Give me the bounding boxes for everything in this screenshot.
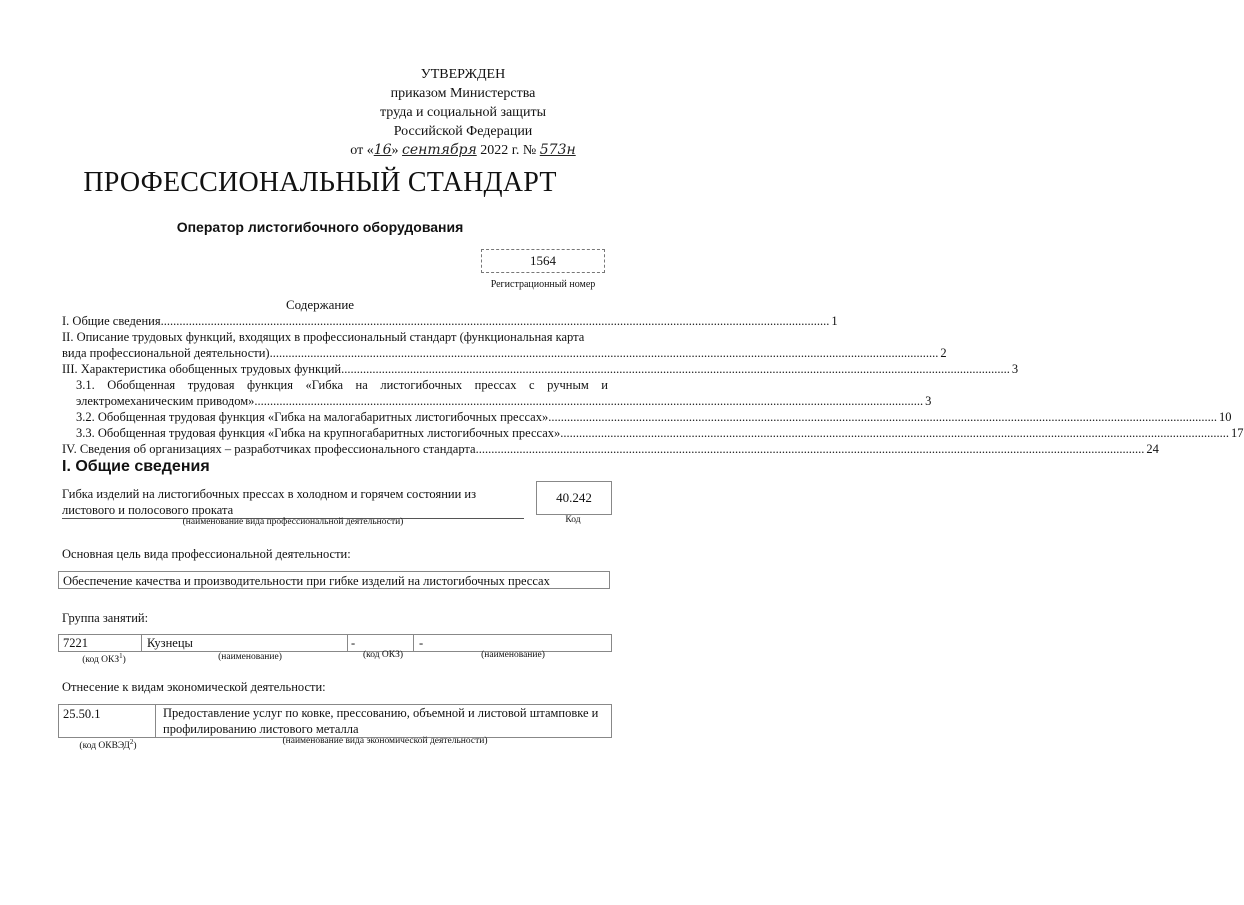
- toc-item-text: 3.2. Обобщенная трудовая функция «Гибка на малогабаритных листогибочных прессах»: [76, 410, 549, 424]
- group-caption-code-2: (код ОКЗ): [362, 650, 404, 660]
- econ-name: Предоставление услуг по ковке, прессованию, объемной и листовой штамповке и профилированию листового металла: [163, 706, 599, 736]
- toc-item[interactable]: [62, 409, 1232, 425]
- toc-item[interactable]: [62, 313, 838, 329]
- goal-text: Обеспечение качества и производительности при гибке изделий на листогибочных прессах: [58, 571, 610, 589]
- registration-label: Регистрационный номер: [490, 279, 596, 290]
- econ-caption-code: (код ОКВЭД$^2$): [79, 738, 137, 752]
- toc-item-text-cont: вида профессиональной деятельности): [62, 346, 270, 360]
- toc-item-text: 3.1. Обобщенная трудовая функция «Гибка на листогибочных прессах с ручным и: [76, 378, 608, 392]
- approval-prefix: от «: [350, 143, 374, 158]
- approval-line-1: УТВЕРЖДЕН: [420, 67, 506, 82]
- toc-item[interactable]: [62, 425, 1244, 441]
- group-caption-name-1: (наименование): [218, 652, 282, 662]
- approval-number: 573н: [539, 142, 576, 158]
- toc-item-page: 10: [1218, 410, 1232, 424]
- activity-name: Гибка изделий на листогибочных прессах в холодном и горячем состоянии из листового и полосового проката: [62, 486, 524, 519]
- econ-table: [58, 704, 612, 738]
- table-of-contents: [62, 313, 1244, 457]
- group-caption-code-1: (код ОКЗ$^1$): [82, 652, 126, 666]
- group-code-1: 7221: [63, 635, 142, 651]
- econ-caption-name: (наименование вида экономической деятельности): [282, 736, 488, 746]
- toc-item-text: II. Описание трудовых функций, входящих в профессиональный стандарт (функциональная карта: [62, 330, 585, 344]
- toc-item-page: 1: [831, 314, 838, 328]
- group-name-2: -: [419, 636, 424, 650]
- toc-item-page: 24: [1146, 442, 1159, 456]
- toc-item-page: 17: [1231, 426, 1244, 440]
- toc-item-text: I. Общие сведения: [62, 314, 161, 328]
- group-code-2: -: [351, 635, 414, 651]
- toc-item[interactable]: [62, 441, 1159, 457]
- toc-heading: Содержание: [285, 297, 355, 312]
- toc-item-page: 3: [1011, 362, 1019, 376]
- approval-line-3: труда и социальной защиты: [380, 105, 546, 120]
- toc-item[interactable]: [62, 329, 947, 361]
- registration-number-box: 1564: [481, 249, 605, 273]
- econ-code: 25.50.1: [63, 705, 156, 737]
- toc-item-text: IV. Сведения об организациях – разработчиках профессионального стандарта: [62, 442, 476, 456]
- toc-item-page: 2: [940, 346, 947, 360]
- approval-year: 2022 г. №: [476, 143, 540, 158]
- page-title: ПРОФЕССИОНАЛЬНЫЙ СТАНДАРТ: [83, 167, 557, 198]
- approval-month: сентября: [402, 142, 477, 158]
- group-caption-name-2: (наименование): [481, 650, 545, 660]
- activity-caption: (наименование вида профессиональной деятельности): [182, 517, 404, 527]
- approval-date-line: [348, 141, 578, 160]
- approval-mid: »: [391, 143, 403, 158]
- activity-code: 40.242: [536, 481, 612, 515]
- approval-block: [348, 65, 578, 160]
- group-name-1: Кузнецы: [147, 635, 348, 651]
- toc-item-page: 3: [925, 394, 932, 408]
- approval-line-4: Российской Федерации: [393, 124, 533, 139]
- approval-line-2: приказом Министерства: [390, 86, 536, 101]
- goal-label: Основная цель вида профессиональной деятельности:: [62, 547, 351, 561]
- toc-item-text: 3.3. Обобщенная трудовая функция «Гибка на крупногабаритных листогибочных прессах»: [76, 426, 561, 440]
- code-caption: Код: [565, 515, 581, 525]
- econ-label: Отнесение к видам экономической деятельности:: [62, 680, 326, 694]
- approval-day: 16: [373, 142, 392, 158]
- group-label: Группа занятий:: [62, 611, 149, 625]
- toc-item[interactable]: [62, 361, 1019, 377]
- section-heading: I. Общие сведения: [62, 458, 210, 475]
- toc-item-text: III. Характеристика обобщенных трудовых функций: [62, 362, 342, 376]
- toc-item-text-cont: электромеханическим приводом»: [76, 394, 255, 408]
- page-subtitle: Оператор листогибочного оборудования: [176, 219, 464, 235]
- toc-item[interactable]: [62, 377, 932, 409]
